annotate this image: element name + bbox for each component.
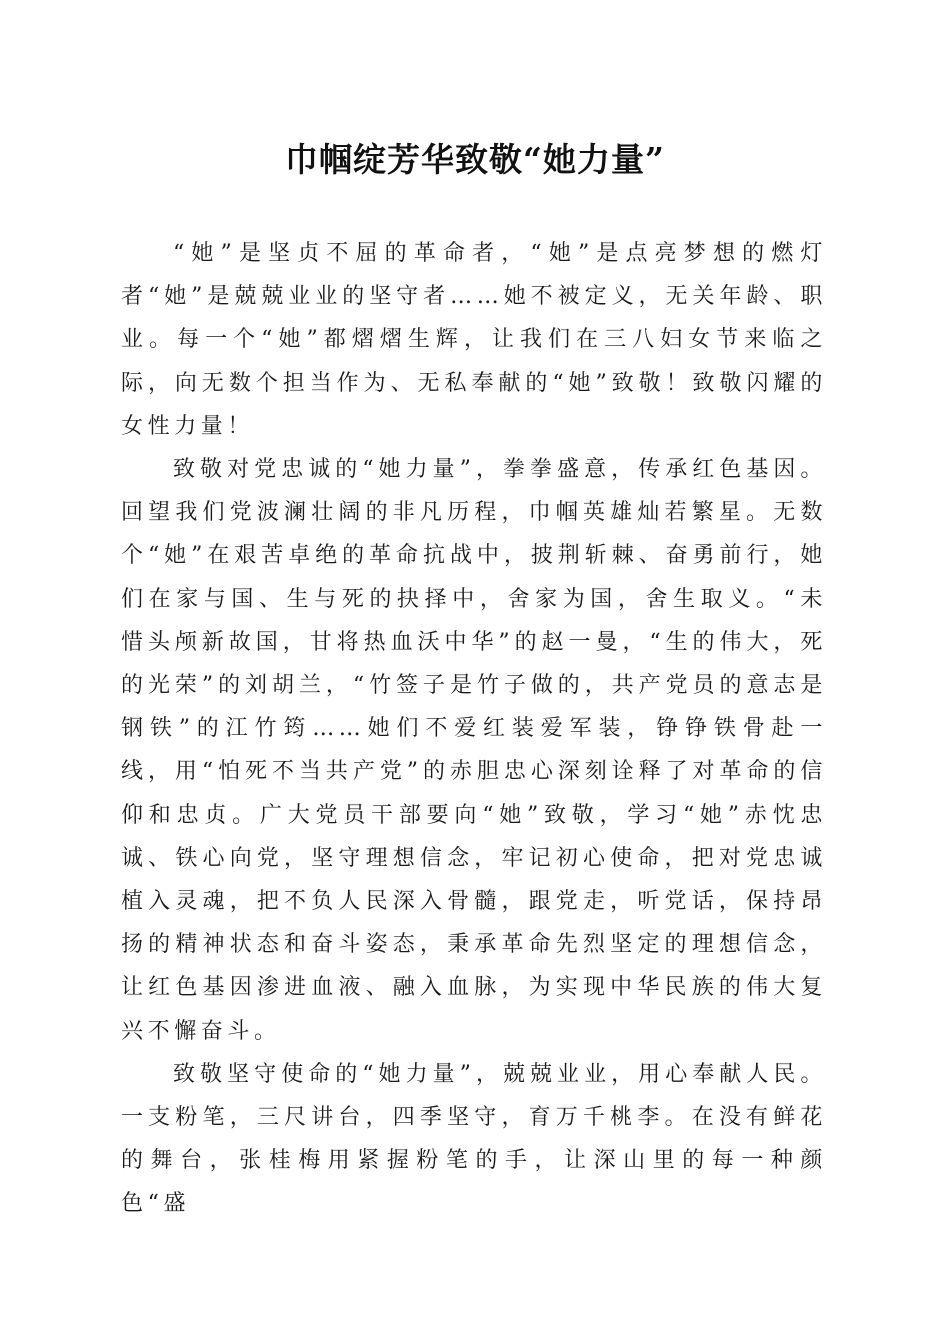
paragraph-mission: 致敬坚守使命的“她力量”，兢兢业业，用心奉献人民。一支粉笔，三尺讲台，四季坚守，育万千桃李。在没有鲜花的舞台，张桂梅用紧握粉笔的手，让深山里的每一种颜色“盛 xyxy=(121,1061,827,1217)
paragraph-intro: “她”是坚贞不屈的革命者，“她”是点亮梦想的燃灯者“她”是兢兢业业的坚守者……她不被定义，无关年龄、职业。每一个“她”都熠熠生辉，让我们在三八妇女节来临之际，向无数个担当作为、无私奉献的“她”致敬！致敬闪耀的女性力量！ xyxy=(121,241,827,439)
document-title: 巾帼绽芳华致敬“她力量” xyxy=(285,140,665,179)
document-body xyxy=(121,232,827,1226)
paragraph-loyalty: 致敬对党忠诚的“她力量”，拳拳盛意，传承红色基因。回望我们党波澜壮阔的非凡历程，巾帼英雄灿若繁星。无数个“她”在艰苦卓绝的革命抗战中，披荆斩棘、奋勇前行，她们在家与国、生与死的抉择中，舍家为国，舍生取义。“未惜头颅新故国，甘将热血沃中华”的赵一曼，“生的伟大，死的光荣”的刘胡兰，“竹签子是竹子做的，共产党员的意志是钢铁”的江竹筠……她们不爱红装爱军装，铮铮铁骨赴一线，用“怕死不当共产党”的赤胆忠心深刻诠释了对革命的信仰和忠贞。广大党员干部要向“她”致敬，学习“她”赤忱忠诚、铁心向党，坚守理想信念，牢记初心使命，把对党忠诚植入灵魂，把不负人民深入骨髓，跟党走，听党话，保持昂扬的精神状态和奋斗姿态，秉承革命先烈坚定的理想信念，让红色基因渗进血液、融入血脉，为实现中华民族的伟大复兴不懈奋斗。 xyxy=(121,457,827,1044)
